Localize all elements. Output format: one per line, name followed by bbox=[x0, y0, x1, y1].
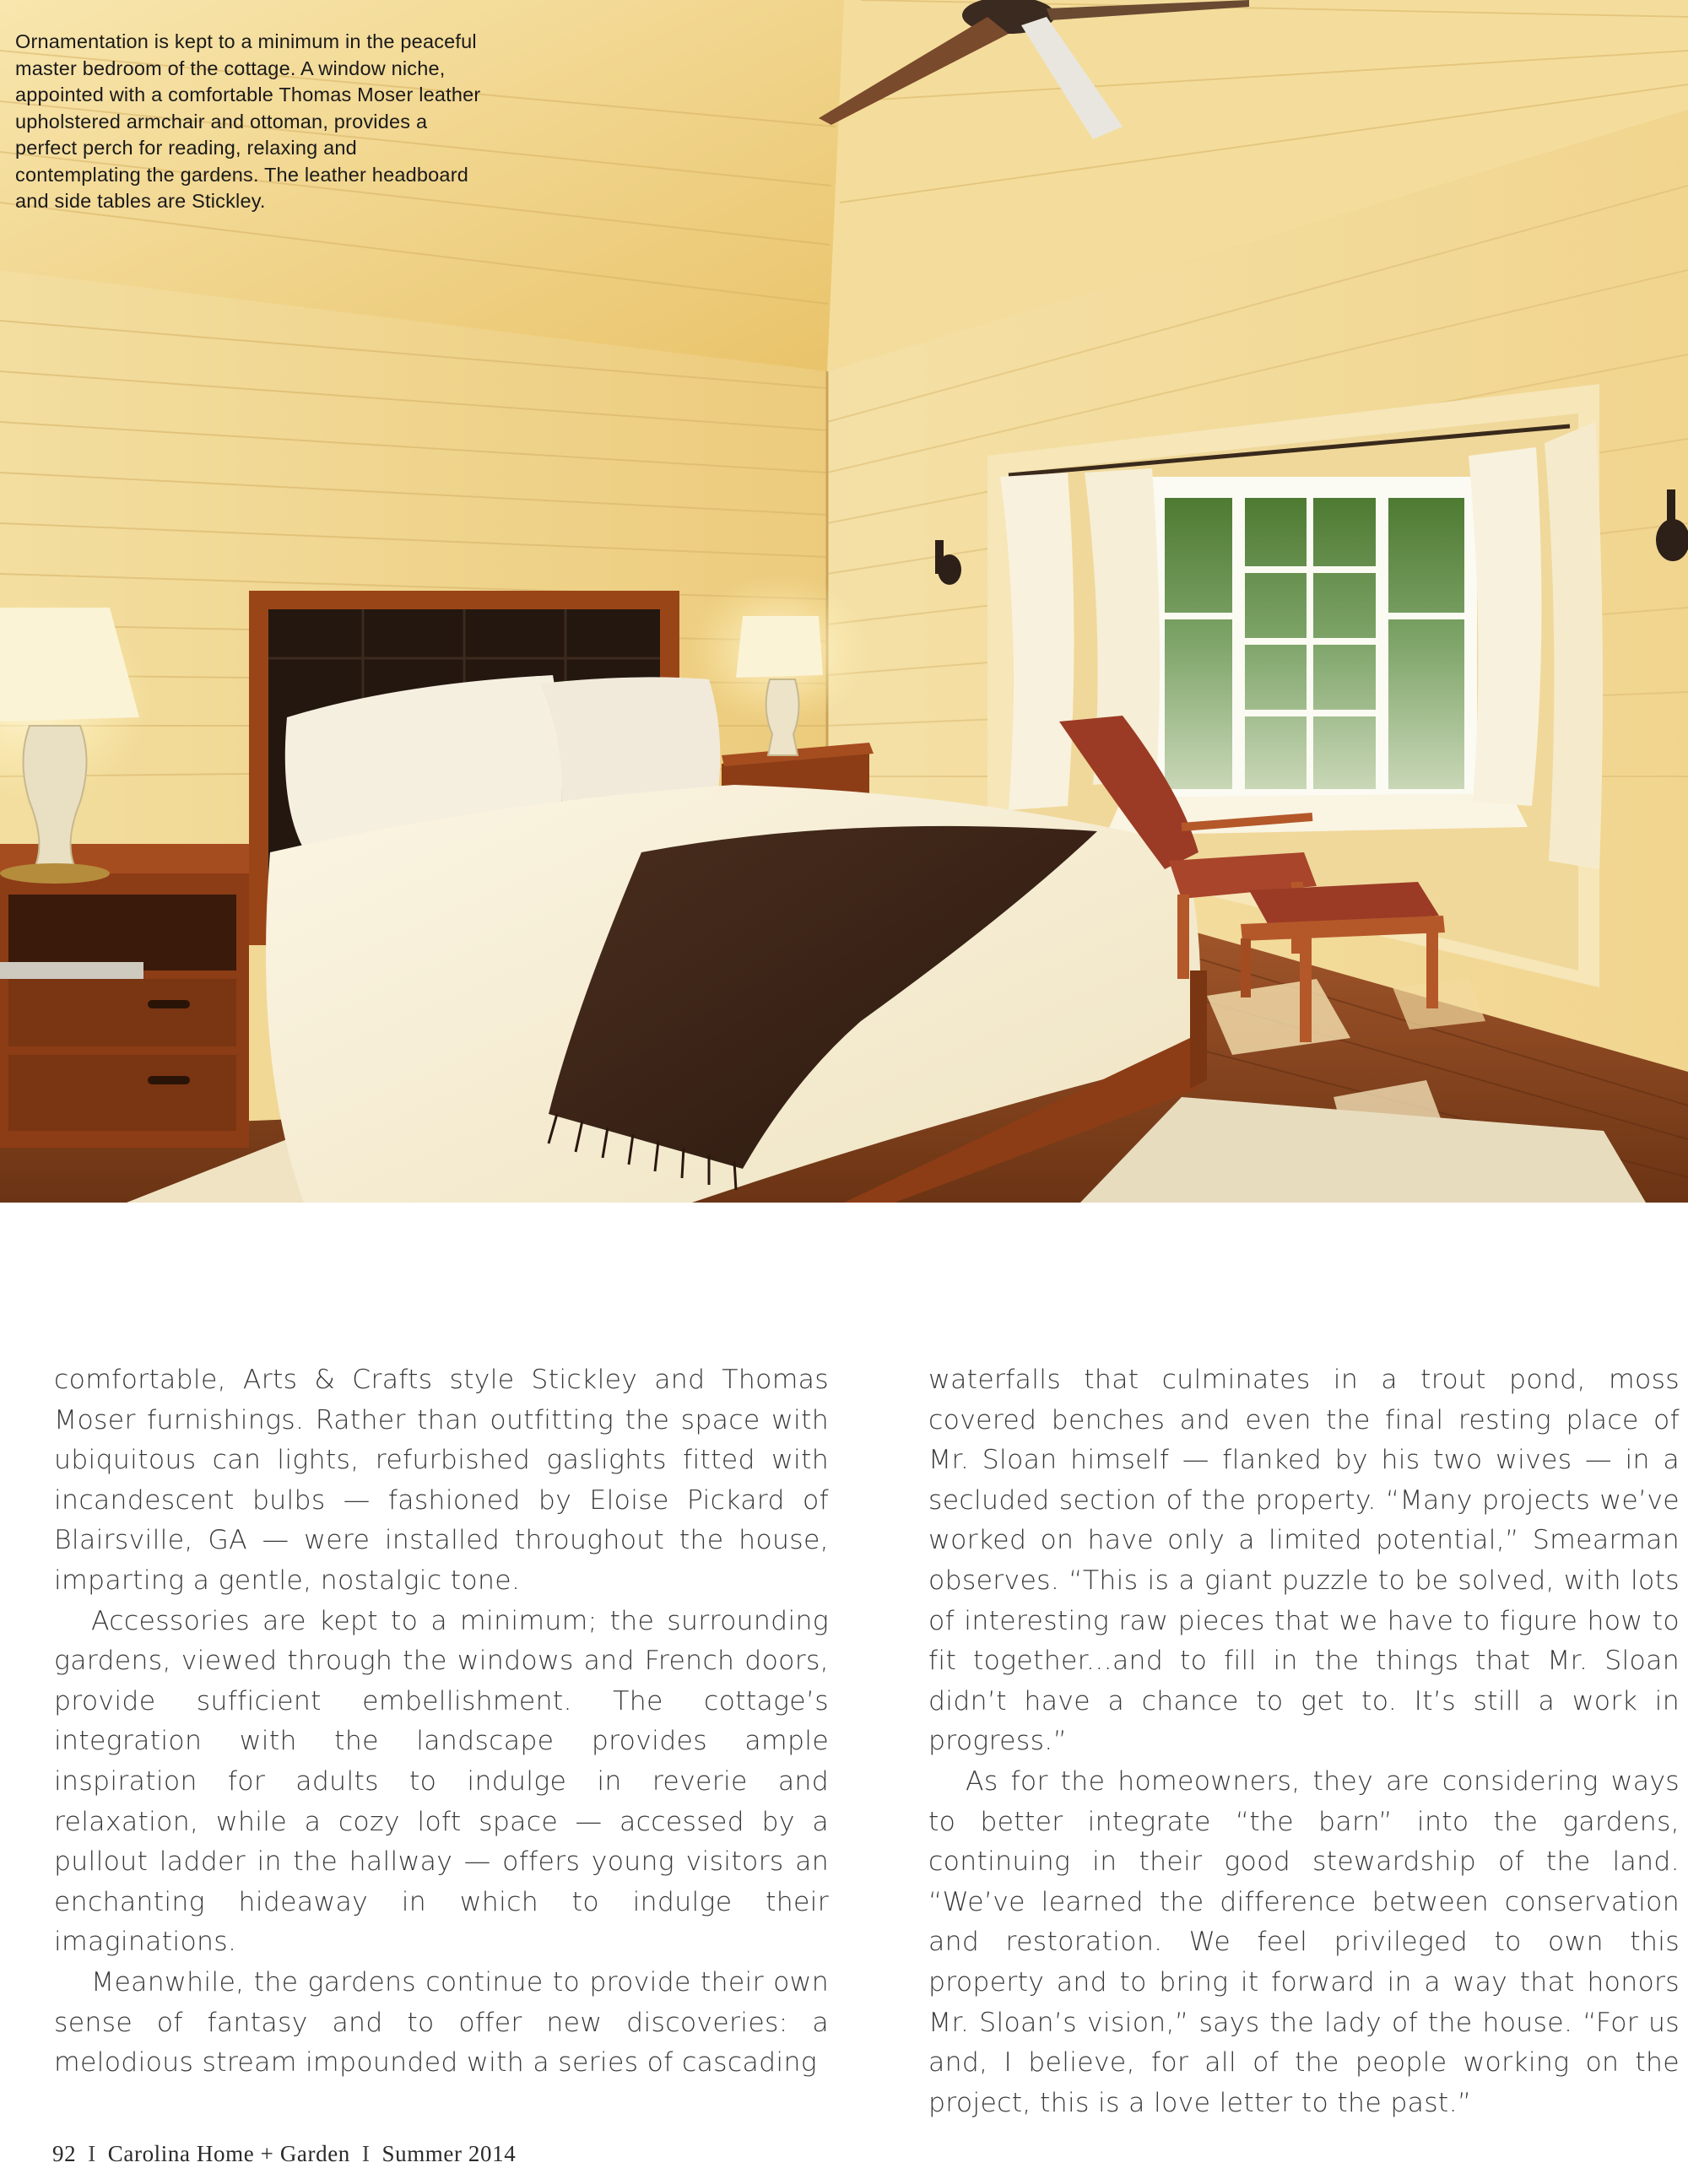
article-paragraph: As for the homeowners, they are considering ways to better integrate “the barn” into the gardens, continuing in their good stewardship of the land. “We’ve learned the difference between conservation and restoration. We feel privileged to own this property and to bring it forward in a way that honors Mr. Sloan’s vision,” says the lady of the house. “For us and, I believe, for all of the people working on the project, this is a love letter to the past.” bbox=[928, 1765, 1680, 2118]
article-paragraph: Meanwhile, the gardens continue to provide their own sense of fantasy and to offer new discoveries: a melodious stream impounded with a series of cascading bbox=[54, 1966, 829, 2079]
article-column-right bbox=[928, 1360, 1680, 2123]
article-column-left bbox=[54, 1360, 829, 2084]
left-nightstand bbox=[0, 844, 253, 1148]
photo-caption: Ornamentation is kept to a minimum in the peaceful master bedroom of the cottage. A window niche, appointed with a comfortable Thomas Moser leather upholstered armchair and ottoman, provides a perfect perch for reading, relaxing and contemplating the gardens. The leather headboard and side tables are Stickley. bbox=[15, 30, 481, 212]
page-footer bbox=[52, 2141, 516, 2167]
article-paragraph: Accessories are kept to a minimum; the surrounding gardens, viewed through the windows and French doors, provide sufficient embellishment. The cottage’s integration with the landscape provides ample inspiration for adults to indulge in reverie and relaxation, while a cozy loft space — accessed by a pullout ladder in the hallway — offers young visitors an enchanting hideaway in which to indulge their imaginations. bbox=[54, 1605, 829, 1958]
footer-separator: I bbox=[88, 2141, 96, 2166]
page-number: 92 bbox=[52, 2141, 77, 2166]
footer-separator: I bbox=[361, 2141, 371, 2166]
issue-date: Summer 2014 bbox=[381, 2141, 517, 2166]
publication-name: Carolina Home + Garden bbox=[107, 2141, 350, 2166]
article-paragraph: comfortable, Arts & Crafts style Stickley and Thomas Moser furnishings. Rather than outfitting the space with ubiquitous can lights, refurbished gaslights fitted with incandescent bulbs — fashioned by Eloise Pickard of Blairsville, GA — were installed throughout the house, imparting a gentle, nostalgic tone. bbox=[54, 1365, 829, 1596]
article-paragraph: waterfalls that culminates in a trout pond, moss covered benches and even the final resting place of Mr. Sloan himself — flanked by his two wives — in a secluded section of the property. “Many projects we’ve worked on have only a limited potential,” Smearman observes. “This is a giant puzzle to be solved, with lots of interesting raw pieces that we have to figure how to fit together...and to fill in the things that Mr. Sloan didn’t have a chance to get to. It’s still a work in progress.” bbox=[928, 1365, 1680, 1757]
